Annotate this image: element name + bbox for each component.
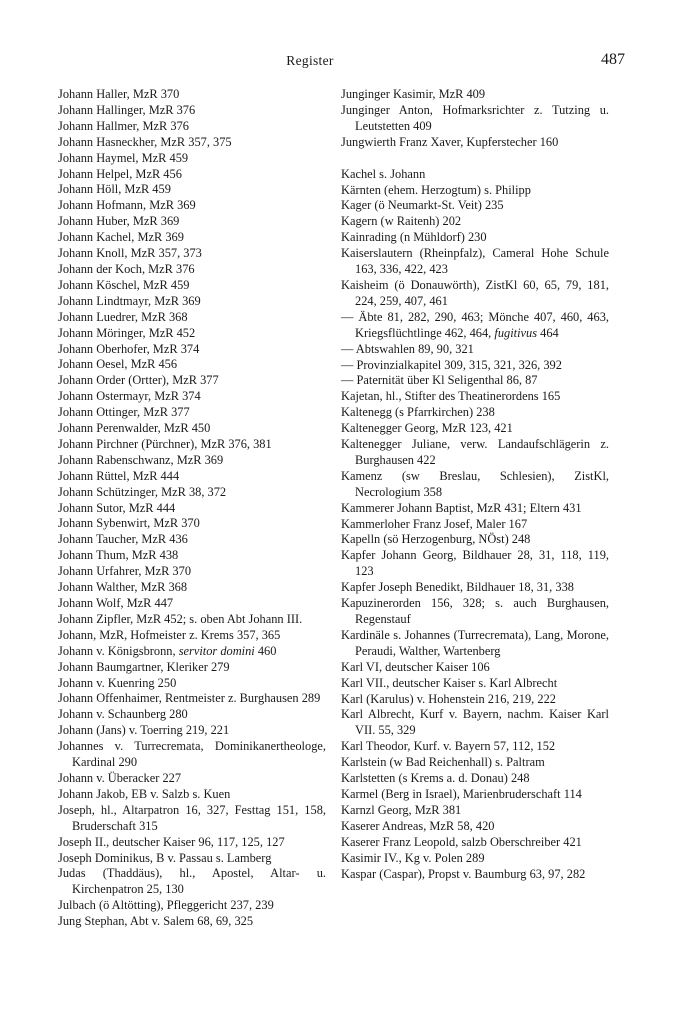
entry-text: Karl VI, deutscher Kaiser 106 — [341, 659, 490, 674]
entry-text: Johann (Jans) v. Toerring 219, 221 — [58, 723, 230, 738]
index-entry — [58, 294, 326, 310]
entry-text: Karl Albrecht, Kurf v. Bayern, nachm. Kaiser Karl VII. 55, 329 — [341, 707, 609, 738]
entry-text: Johann Baumgartner, Kleriker 279 — [58, 659, 230, 674]
page-number: 487 — [601, 51, 625, 68]
entry-tail-text: 460 — [254, 643, 277, 658]
entry-text: — Provinzialkapitel 309, 315, 321, 326, 392 — [341, 357, 562, 372]
entry-text: Kajetan, hl., Stifter des Theatinerordens 165 — [341, 389, 561, 404]
index-entry — [58, 485, 326, 501]
entry-text: Kapfer Joseph Benedikt, Bildhauer 18, 31, 338 — [341, 580, 574, 595]
index-entry — [58, 357, 326, 373]
index-entry — [341, 135, 609, 151]
entry-text: Johann v. Königsbronn, — [58, 643, 179, 658]
index-entry — [341, 278, 609, 310]
index-entry — [58, 167, 326, 183]
index-entry — [341, 246, 609, 278]
entry-text: Johann Urfahrer, MzR 370 — [58, 564, 192, 579]
entry-text: Johann Hasneckher, MzR 357, 375 — [58, 134, 232, 149]
index-entry — [341, 532, 609, 548]
entry-text: Johann Offenhaimer, Rentmeister z. Burghausen 289 — [58, 691, 321, 706]
entry-text: Johann Rabenschwanz, MzR 369 — [58, 452, 224, 467]
index-entry — [58, 326, 326, 342]
index-entry — [341, 389, 609, 405]
index-entry — [341, 676, 609, 692]
entry-text: Johann Hallinger, MzR 376 — [58, 102, 196, 117]
index-entry — [58, 262, 326, 278]
index-entry — [341, 819, 609, 835]
entry-text: Judas (Thaddäus), hl., Apostel, Altar- u. Kirchenpatron 25, 130 — [58, 866, 326, 897]
index-entry — [341, 517, 609, 533]
entry-text: Julbach (ö Altötting), Pfleggericht 237, 239 — [58, 898, 274, 913]
entry-text: Jungwierth Franz Xaver, Kupferstecher 160 — [341, 134, 559, 149]
index-entry — [341, 167, 609, 183]
entry-text: Kaserer Franz Leopold, salzb Oberschreiber 421 — [341, 834, 582, 849]
index-entry — [341, 803, 609, 819]
entry-text: Kasimir IV., Kg v. Polen 289 — [341, 850, 485, 865]
entry-text: Johann Haller, MzR 370 — [58, 87, 180, 101]
index-entry — [58, 866, 326, 898]
entry-text: Karlstein (w Bad Reichenhall) s. Paltram — [341, 755, 545, 770]
entry-text: Kager (ö Neumarkt-St. Veit) 235 — [341, 198, 504, 213]
entry-text: Kamenz (sw Breslau, Schlesien), ZistKl, Necrologium 358 — [341, 468, 609, 499]
index-entry — [58, 707, 326, 723]
entry-text: Johann Rüttel, MzR 444 — [58, 468, 180, 483]
index-entry — [341, 230, 609, 246]
index-entry — [341, 755, 609, 771]
index-entry — [58, 676, 326, 692]
entry-text: Johann Huber, MzR 369 — [58, 214, 180, 229]
index-entry — [58, 835, 326, 851]
entry-text: Johann Zipfler, MzR 452; s. oben Abt Johann III. — [58, 611, 303, 626]
index-entry — [341, 183, 609, 199]
index-entry — [58, 739, 326, 771]
index-entry — [58, 803, 326, 835]
entry-text: Kardinäle s. Johannes (Turrecremata), Lang, Morone, Peraudi, Walther, Wartenberg — [341, 627, 609, 658]
entry-text: Kaltenegger Georg, MzR 123, 421 — [341, 421, 513, 436]
entry-text: Johann Wolf, MzR 447 — [58, 596, 174, 610]
entry-text: Kaisheim (ö Donauwörth), ZistKl 60, 65, 79, 181, 224, 259, 407, 461 — [341, 277, 609, 308]
entry-text: Johann Taucher, MzR 436 — [58, 532, 188, 547]
entry-text: Karnzl Georg, MzR 381 — [341, 802, 462, 817]
entry-text: Karl (Karulus) v. Hohenstein 216, 219, 222 — [341, 691, 556, 706]
index-entry — [58, 469, 326, 485]
entry-text: Johann Haymel, MzR 459 — [58, 150, 189, 165]
index-entry — [58, 182, 326, 198]
running-title: Register — [286, 53, 334, 68]
index-entry — [58, 87, 326, 103]
index-entry — [58, 596, 326, 612]
index-entry — [58, 660, 326, 676]
entry-text: Johann Thum, MzR 438 — [58, 548, 179, 563]
index-entry — [58, 580, 326, 596]
entry-text: Kaserer Andreas, MzR 58, 420 — [341, 818, 495, 833]
index-entry — [58, 516, 326, 532]
index-entry — [58, 564, 326, 580]
entry-text: Kapfer Johann Georg, Bildhauer 28, 31, 118, 119, 123 — [341, 548, 609, 579]
index-entry — [58, 119, 326, 135]
index-entry — [341, 342, 609, 358]
index-entry — [58, 771, 326, 787]
index-entry — [341, 580, 609, 596]
entry-text: Kammerer Johann Baptist, MzR 431; Eltern 431 — [341, 500, 582, 515]
entry-text: Joseph Dominikus, B v. Passau s. Lamberg — [58, 850, 272, 865]
entry-text: Johann Oesel, MzR 456 — [58, 357, 178, 372]
index-entry — [341, 437, 609, 469]
index-entry — [341, 660, 609, 676]
entry-text: Johann Köschel, MzR 459 — [58, 277, 190, 292]
index-entry — [341, 103, 609, 135]
entry-text: Johann Walther, MzR 368 — [58, 580, 188, 595]
entry-text: Johann Hallmer, MzR 376 — [58, 118, 189, 133]
index-entry — [58, 532, 326, 548]
entry-text: Kachel s. Johann — [341, 166, 426, 181]
index-entry — [58, 787, 326, 803]
index-entry — [341, 548, 609, 580]
entry-text: Kapelln (sö Herzogenburg, NÖst) 248 — [341, 532, 531, 547]
index-entry — [341, 214, 609, 230]
entry-text: Johann v. Kuenring 250 — [58, 675, 177, 690]
entry-text: Johannes v. Turrecremata, Dominikanertheologe, Kardinal 290 — [58, 739, 326, 770]
index-entry — [58, 898, 326, 914]
entry-text: — Paternität über Kl Seligenthal 86, 87 — [341, 373, 538, 388]
entry-text: Karmel (Berg in Israel), Marienbruderschaft 114 — [341, 786, 582, 801]
entry-text: Joseph, hl., Altarpatron 16, 327, Festtag 151, 158, Bruderschaft 315 — [58, 802, 326, 833]
index-entry — [58, 548, 326, 564]
index-entry — [341, 358, 609, 374]
index-entry — [341, 628, 609, 660]
index-entry — [341, 596, 609, 628]
index-entry — [341, 405, 609, 421]
entry-text: Johann Knoll, MzR 357, 373 — [58, 246, 202, 261]
entry-text: Kammerloher Franz Josef, Maler 167 — [341, 516, 528, 531]
entry-text: Johann, MzR, Hofmeister z. Krems 357, 365 — [58, 627, 281, 642]
index-entry — [341, 835, 609, 851]
index-entry — [341, 373, 609, 389]
index-entry — [341, 867, 609, 883]
entry-text: Johann v. Schaunberg 280 — [58, 707, 188, 722]
entry-text: — Abtswahlen 89, 90, 321 — [341, 341, 474, 356]
index-entry — [58, 644, 326, 660]
running-head — [0, 51, 700, 71]
index-entry — [58, 723, 326, 739]
entry-text: Johann Schützinger, MzR 38, 372 — [58, 484, 227, 499]
entry-text: Junginger Kasimir, MzR 409 — [341, 87, 486, 101]
entry-text: Kaiserslautern (Rheinpfalz), Cameral Hohe Schule 163, 336, 422, 423 — [341, 246, 609, 277]
index-column-right — [341, 87, 609, 882]
entry-text: Johann Pirchner (Pürchner), MzR 376, 381 — [58, 436, 272, 451]
index-entry — [58, 151, 326, 167]
index-entry — [341, 692, 609, 708]
index-entry — [58, 214, 326, 230]
entry-text: Joseph II., deutscher Kaiser 96, 117, 125, 127 — [58, 834, 285, 849]
entry-text: Kagern (w Raitenh) 202 — [341, 214, 462, 229]
entry-text: Johann Lindtmayr, MzR 369 — [58, 293, 201, 308]
entry-text: Johann Luedrer, MzR 368 — [58, 309, 188, 324]
entry-text: Karlstetten (s Krems a. d. Donau) 248 — [341, 771, 530, 786]
entry-text: Kärnten (ehem. Herzogtum) s. Philipp — [341, 182, 531, 197]
entry-text: — Äbte 81, 282, 290, 463; Mönche 407, 460, 463, Kriegsflüchtlinge 462, 464, — [341, 309, 609, 340]
index-column-left — [58, 87, 326, 930]
entry-text: Johann Ostermayr, MzR 374 — [58, 389, 201, 404]
index-entry — [58, 198, 326, 214]
index-entry — [341, 198, 609, 214]
index-entry — [58, 103, 326, 119]
entry-text: Kaltenegger Juliane, verw. Landaufschlägerin z. Burghausen 422 — [341, 437, 609, 467]
entry-text: Karl VII., deutscher Kaiser s. Karl Albrecht — [341, 675, 558, 690]
index-entry — [58, 851, 326, 867]
index-entry — [58, 246, 326, 262]
entry-text: Johann Höll, MzR 459 — [58, 182, 171, 197]
entry-text: Johann Helpel, MzR 456 — [58, 166, 182, 181]
entry-text: Johann Kachel, MzR 369 — [58, 230, 184, 245]
entry-text: Johann Perenwalder, MzR 450 — [58, 421, 211, 436]
entry-text: Kainrading (n Mühldorf) 230 — [341, 230, 487, 245]
entry-text: Kaltenegg (s Pfarrkirchen) 238 — [341, 405, 495, 420]
entry-text: Johann Oberhofer, MzR 374 — [58, 341, 200, 356]
entry-tail-text: 464 — [537, 325, 559, 340]
entry-text: Junginger Anton, Hofmarksrichter z. Tutzing u. Leutstetten 409 — [341, 102, 609, 133]
entry-text: Johann Jakob, EB v. Salzb s. Kuen — [58, 786, 231, 801]
index-entry — [58, 501, 326, 517]
index-entry — [341, 707, 609, 739]
index-entry — [58, 373, 326, 389]
index-entry — [58, 135, 326, 151]
index-entry — [58, 612, 326, 628]
entry-text: Kaspar (Caspar), Propst v. Baumburg 63, 97, 282 — [341, 866, 586, 881]
entry-text: Johann Ottinger, MzR 377 — [58, 405, 190, 420]
entry-text: Johann Sybenwirt, MzR 370 — [58, 516, 200, 531]
entry-text: Jung Stephan, Abt v. Salem 68, 69, 325 — [58, 914, 254, 929]
index-entry — [58, 421, 326, 437]
index-entry — [58, 691, 326, 707]
index-entry — [58, 230, 326, 246]
index-entry — [58, 310, 326, 326]
index-entry — [58, 405, 326, 421]
index-entry — [341, 87, 609, 103]
index-entry — [341, 421, 609, 437]
entry-text: Johann Hofmann, MzR 369 — [58, 198, 196, 213]
index-entry — [58, 342, 326, 358]
index-entry — [58, 437, 326, 453]
entry-text: Johann v. Überacker 227 — [58, 770, 182, 785]
index-entry — [341, 771, 609, 787]
index-entry — [341, 787, 609, 803]
entry-italic-text: fugitivus — [494, 325, 538, 340]
entry-italic-text: servitor domini — [178, 643, 255, 658]
entry-text: Johann der Koch, MzR 376 — [58, 261, 195, 276]
index-columns — [58, 87, 642, 1007]
entry-text: Kapuzinerorden 156, 328; s. auch Burghausen, Regenstauf — [341, 596, 609, 626]
entry-text: Johann Sutor, MzR 444 — [58, 500, 176, 515]
index-entry — [341, 739, 609, 755]
index-entry — [58, 453, 326, 469]
index-entry — [341, 501, 609, 517]
entry-text: Karl Theodor, Kurf. v. Bayern 57, 112, 152 — [341, 739, 556, 754]
index-entry — [58, 914, 326, 930]
entry-text: Johann Möringer, MzR 452 — [58, 325, 196, 340]
index-entry — [58, 389, 326, 405]
index-entry — [58, 628, 326, 644]
index-entry — [341, 469, 609, 501]
index-entry — [341, 310, 609, 342]
entry-text: Johann Order (Ortter), MzR 377 — [58, 373, 219, 388]
index-entry — [341, 851, 609, 867]
index-entry — [58, 278, 326, 294]
